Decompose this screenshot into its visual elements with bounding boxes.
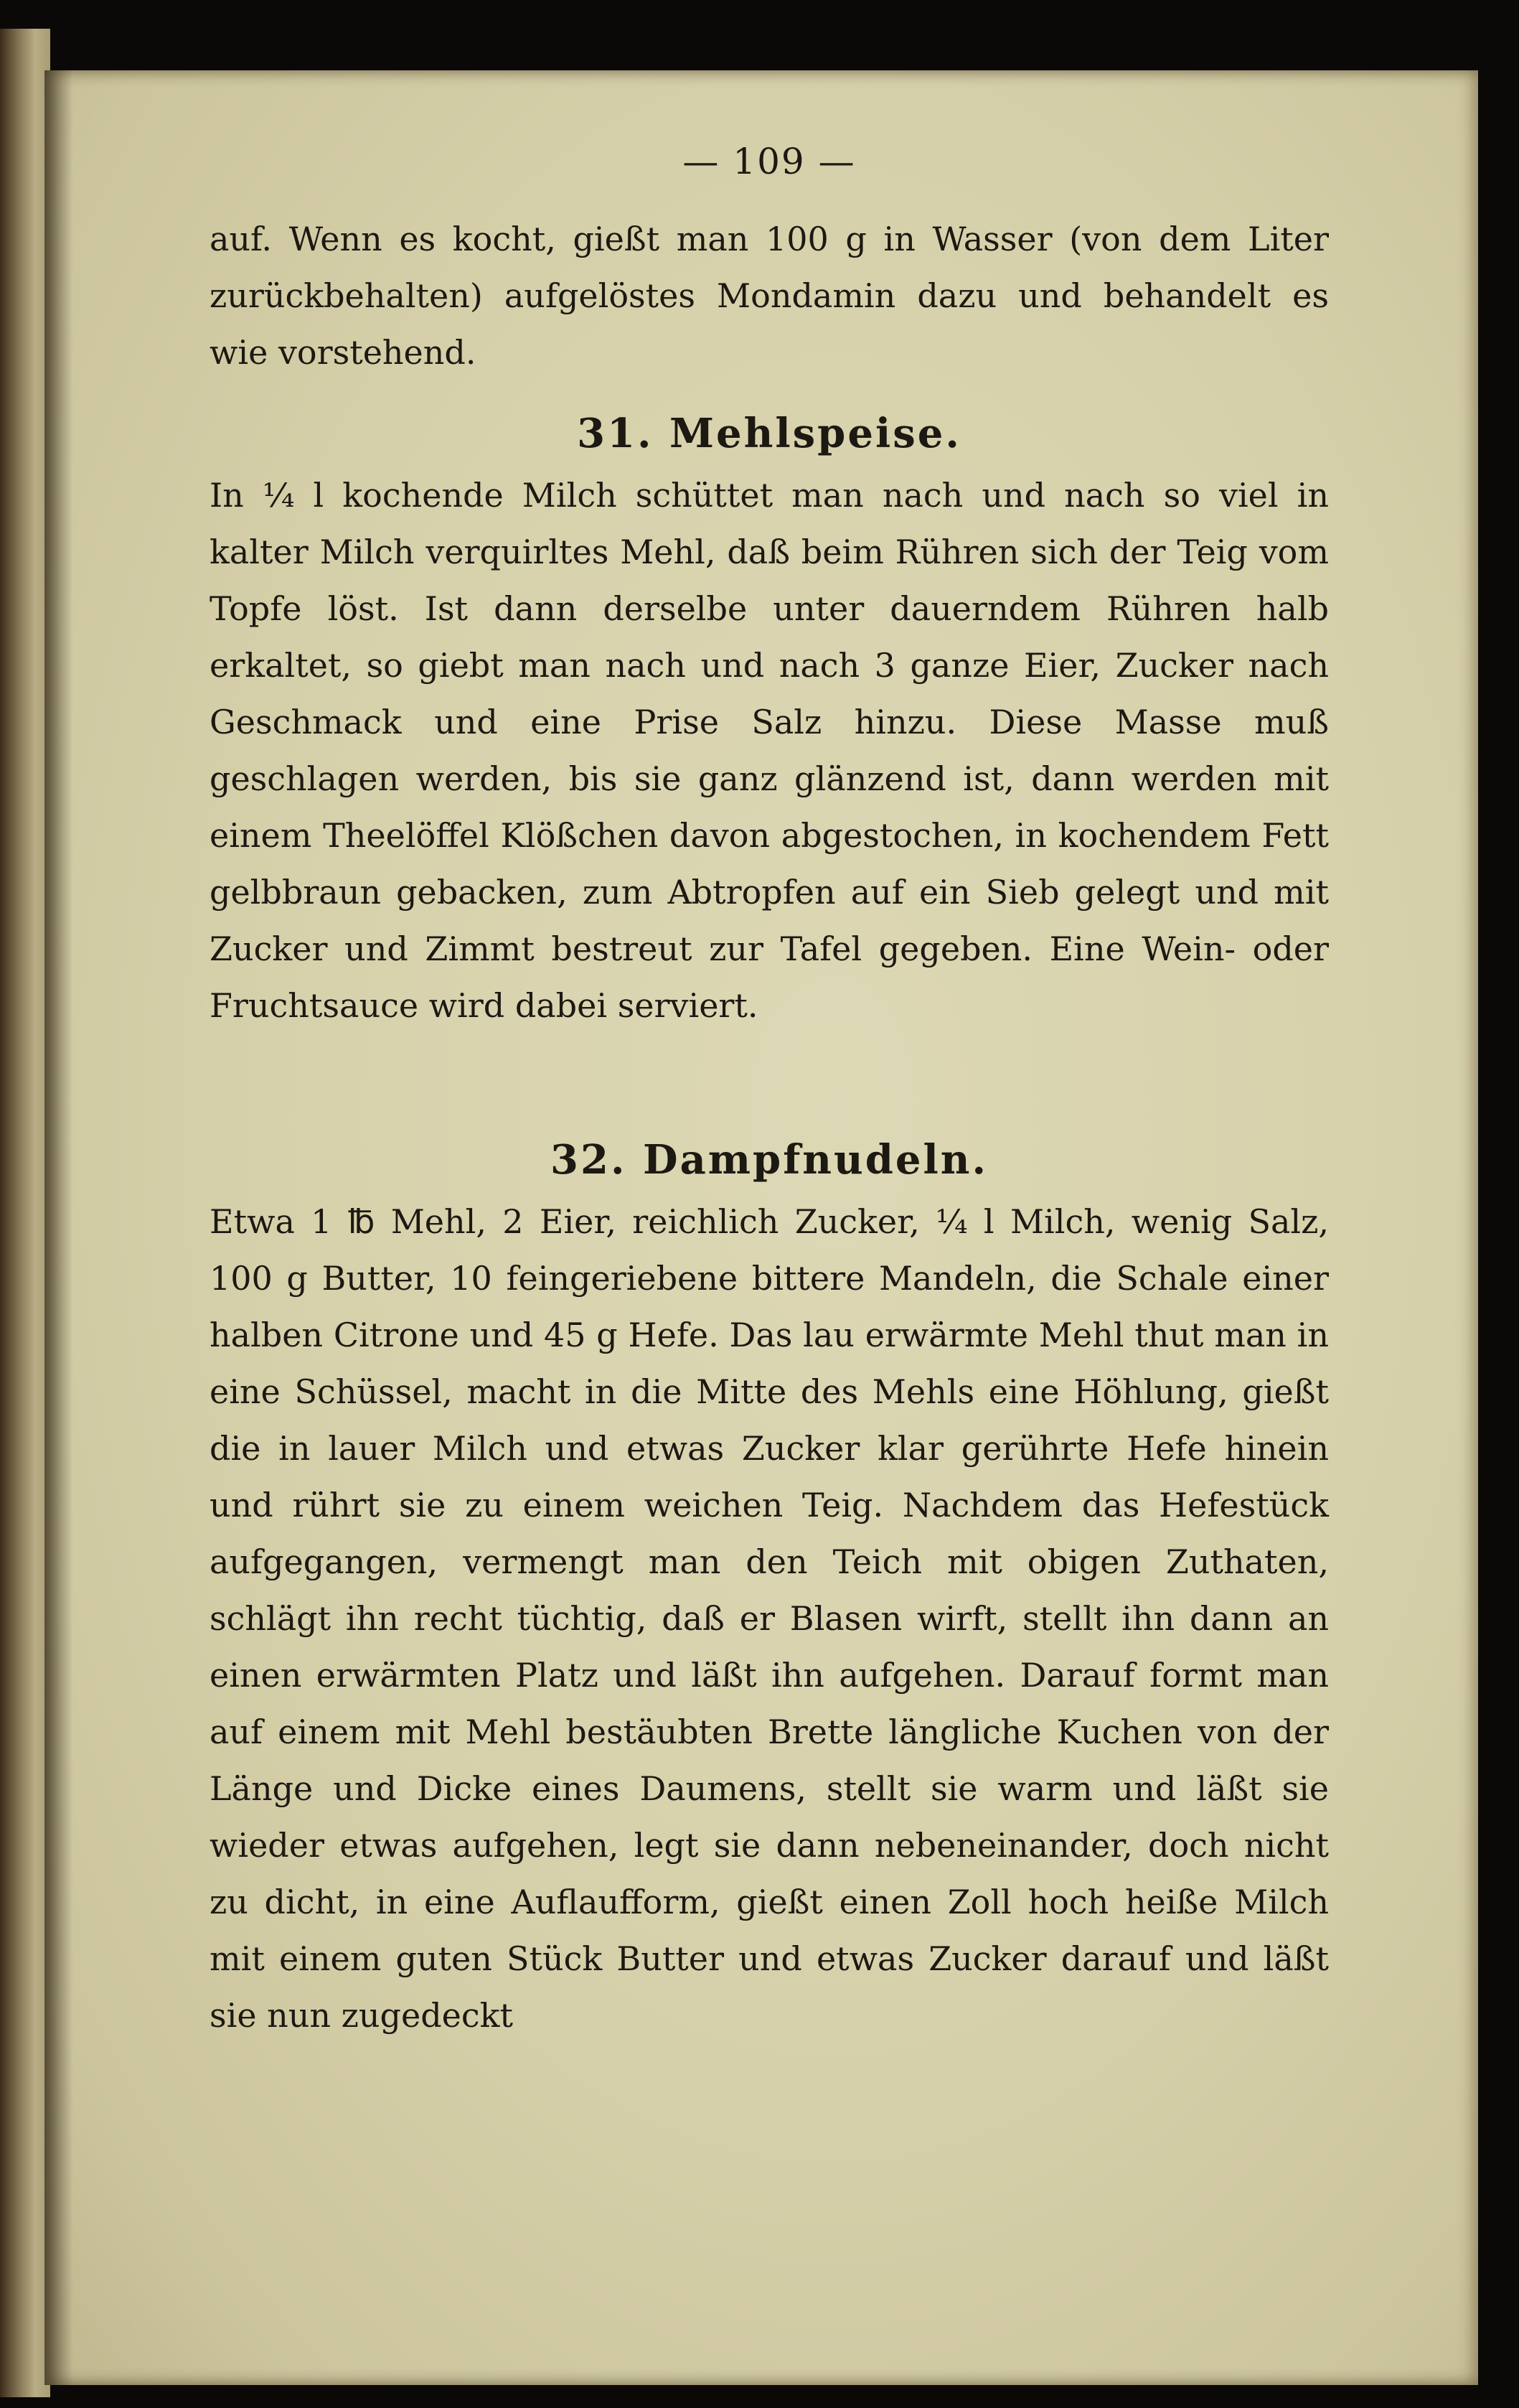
recipe-31-body: In ¼ l kochende Milch schüttet man nach und nach so viel in kalter Milch verquirltes Mehl, daß beim Rühren sich der Teig vom Topfe löst. Ist dann derselbe unter dauerndem Rühren halb erkaltet, so giebt man nach und nach 3 ganze Eier, Zucker nach Geschmack und eine Prise Salz hinzu. Diese Masse muß geschlagen werden, bis sie ganz glänzend ist, dann werden mit einem Theelöffel Klößchen davon abgestochen, in kochendem Fett gelbbraun gebacken, zum Abtropfen auf ein Sieb gelegt und mit Zucker und Zimmt bestreut zur Tafel gegeben. Eine Wein- oder Fruchtsauce wird dabei serviert. bbox=[210, 476, 1329, 1025]
page-number: — 109 — bbox=[682, 141, 856, 182]
recipe-31-heading: 31. Mehlspeise. bbox=[577, 410, 961, 457]
binding-shadow bbox=[44, 70, 73, 2385]
recipe-32-body: Etwa 1 ℔ Mehl, 2 Eier, reichlich Zucker, ¼ l Milch, wenig Salz, 100 g Butter, 10 feingeriebene bittere Mandeln, die Schale einer halben Citrone und 45 g Hefe. Das lau erwärmte Mehl thut man in eine Schüssel, macht in die Mitte des Mehls eine Höhlung, gießt die in lauer Milch und etwas Zucker klar gerührte Hefe hinein und rührt sie zu einem weichen Teig. Nachdem das Hefestück aufgegangen, vermengt man den Teich mit obigen Zuthaten, schlägt ihn recht tüchtig, daß er Blasen wirft, stellt ihn dann an einen erwärmten Platz und läßt ihn aufgehen. Darauf formt man auf einem mit Mehl bestäubten Brette längliche Kuchen von der Länge und Dicke eines Daumens, stellt sie warm und läßt sie wieder etwas aufgehen, legt sie dann nebeneinander, doch nicht zu dicht, in eine Auflaufform, gießt einen Zoll hoch heiße Milch mit einem guten Stück Butter und etwas Zucker darauf und läßt sie nun zugedeckt bbox=[210, 1202, 1329, 2035]
recipe-32-heading: 32. Dampfnudeln. bbox=[550, 1136, 988, 1184]
previous-page-edge bbox=[0, 29, 50, 2397]
page-text bbox=[210, 129, 1329, 2044]
intro-paragraph: auf. Wenn es kocht, gießt man 100 g in Wasser (von dem Liter zurückbehalten) aufgelöstes Mondamin dazu und behandelt es wie vorstehend. bbox=[210, 220, 1329, 372]
